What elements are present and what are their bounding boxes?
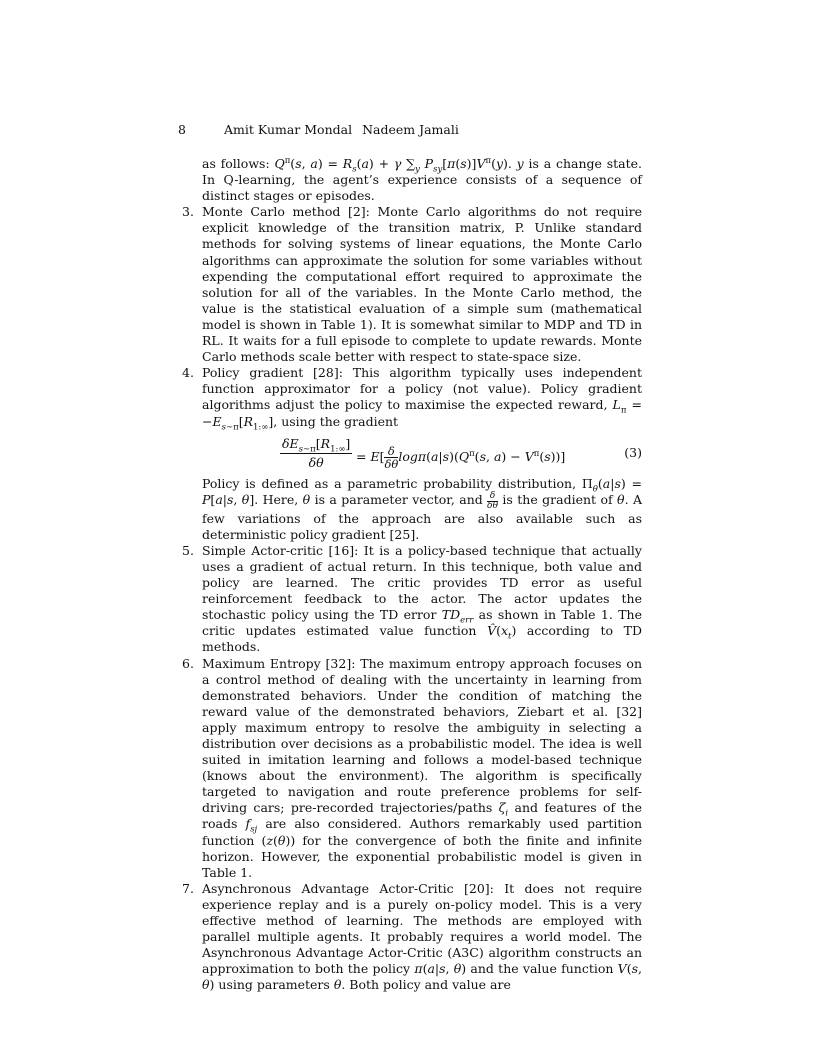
body-text xyxy=(182,155,643,994)
list-item: 4. Policy gradient [28]: This algorithm typically uses independent function approximator for a policy (not value). Policy gradient algorithms adjust the policy to maximise the expected reward, $L_\pi = -E_{s\sim\pi}[R_{1:\infty}]$, using the gradient $\delta E_{s\sim\pi}[R_{1:\infty}]$ δθ = E[ $\frac{\delta}{\delta\theta}\log\pi(a|s)(Q^\pi(s$, $a) - V^\pi(s)$)] (3) Policy is defined as a parametric probability distribution, $\Pi_\theta(a|s) = P[a|s$, θ]. Here, θ is a parameter vector, and $\frac{\delta}{\delta\theta}$ is the gradient of θ. A few variations of the approach are also available such as deterministic policy gradient [25]. xyxy=(182,365,642,542)
author-name: Nadeem Jamali xyxy=(362,122,459,137)
item-number: 5. xyxy=(182,542,194,558)
item-number: 3. xyxy=(182,204,194,220)
list-item: 3. Monte Carlo method [2]: Monte Carlo algorithms do not require explicit knowledge of the transition matrix, P. Unlike standard methods for solving systems of linear equations, the Monte Carlo algorithms can approximate the solution for some variables without expending the computational effort required to approximate the solution for all of the variables. In the Monte Carlo method, the value is the statistical evaluation of a simple sum (mathematical model is shown in Table 1). It is somewhat similar to MDP and TD in RL. It waits for a full episode to complete to update rewards. Monte Carlo methods scale better with respect to state-space size. xyxy=(182,204,642,365)
equation-label: (3) xyxy=(624,444,642,460)
running-header xyxy=(178,122,696,137)
item-number: 4. xyxy=(182,365,194,381)
list-item: 5. Simple Actor-critic [16]: It is a policy-based technique that actually uses a gradient of actual return. In this technique, both value and policy are learned. The critic provides TD error as useful reinforcement feedback to the actor. The actor updates the stochastic policy using the TD error $TD_{err}$ as shown in Table 1. The critic updates estimated value function $V̂(x_t)$ according to TD methods. xyxy=(182,542,642,655)
page-number: 8 xyxy=(178,122,186,137)
equation: $\delta E_{s\sim\pi}[R_{1:\infty}]$ δθ = E[ $\frac{\delta}{\delta\theta}\log\pi(a|s)(Q^\pi(s$, $a) - V^\pi(s)$)] (3) xyxy=(282,435,642,471)
list-item: 7. Asynchronous Advantage Actor-Critic [20]: It does not require experience replay and is a purely on-policy model. This is a very effective method of learning. The methods are employed with parallel multiple agents. It probably requires a world model. The Asynchronous Advantage Actor-Critic (A3C) algorithm constructs an approximation to both the policy π(a|s, θ) and the value function V(s, θ) using parameters θ. Both policy and value are xyxy=(182,880,642,993)
item-number: 7. xyxy=(182,880,194,896)
list-item: 6. Maximum Entropy [32]: The maximum entropy approach focuses on a control method of dealing with the uncertainty in learning from demonstrated behaviors. Under the condition of matching the reward value of the demonstrated behaviors, Ziebart et al. [32] apply maximum entropy to resolve the ambiguity in selecting a distribution over decisions as a probabilistic model. The idea is well suited in imitation learning and follows a model-based technique (knows about the environment). The algorithm is specifically targeted to navigation and route preference problems for self-driving cars; pre-recorded trajectories/paths $\zeta_i$ and features of the roads $f_{sj}$ are also considered. Authors remarkably used partition function (z(θ)) for the convergence of both the finite and infinite horizon. However, the exponential probabilistic model is given in Table 1. xyxy=(182,655,643,880)
item-number: 6. xyxy=(182,655,194,671)
author-name: Amit Kumar Mondal xyxy=(224,122,353,137)
intro-paragraph: as follows: $Q^\pi(s$, $a) = R_s(a) + \gamma$ $\sum_y$ $P_{sy}[\pi(s)]V^\pi(y)$. y is a change state. In Q-learning, the agent’s experience consists of a sequence of distinct stages or episodes. xyxy=(202,155,642,204)
